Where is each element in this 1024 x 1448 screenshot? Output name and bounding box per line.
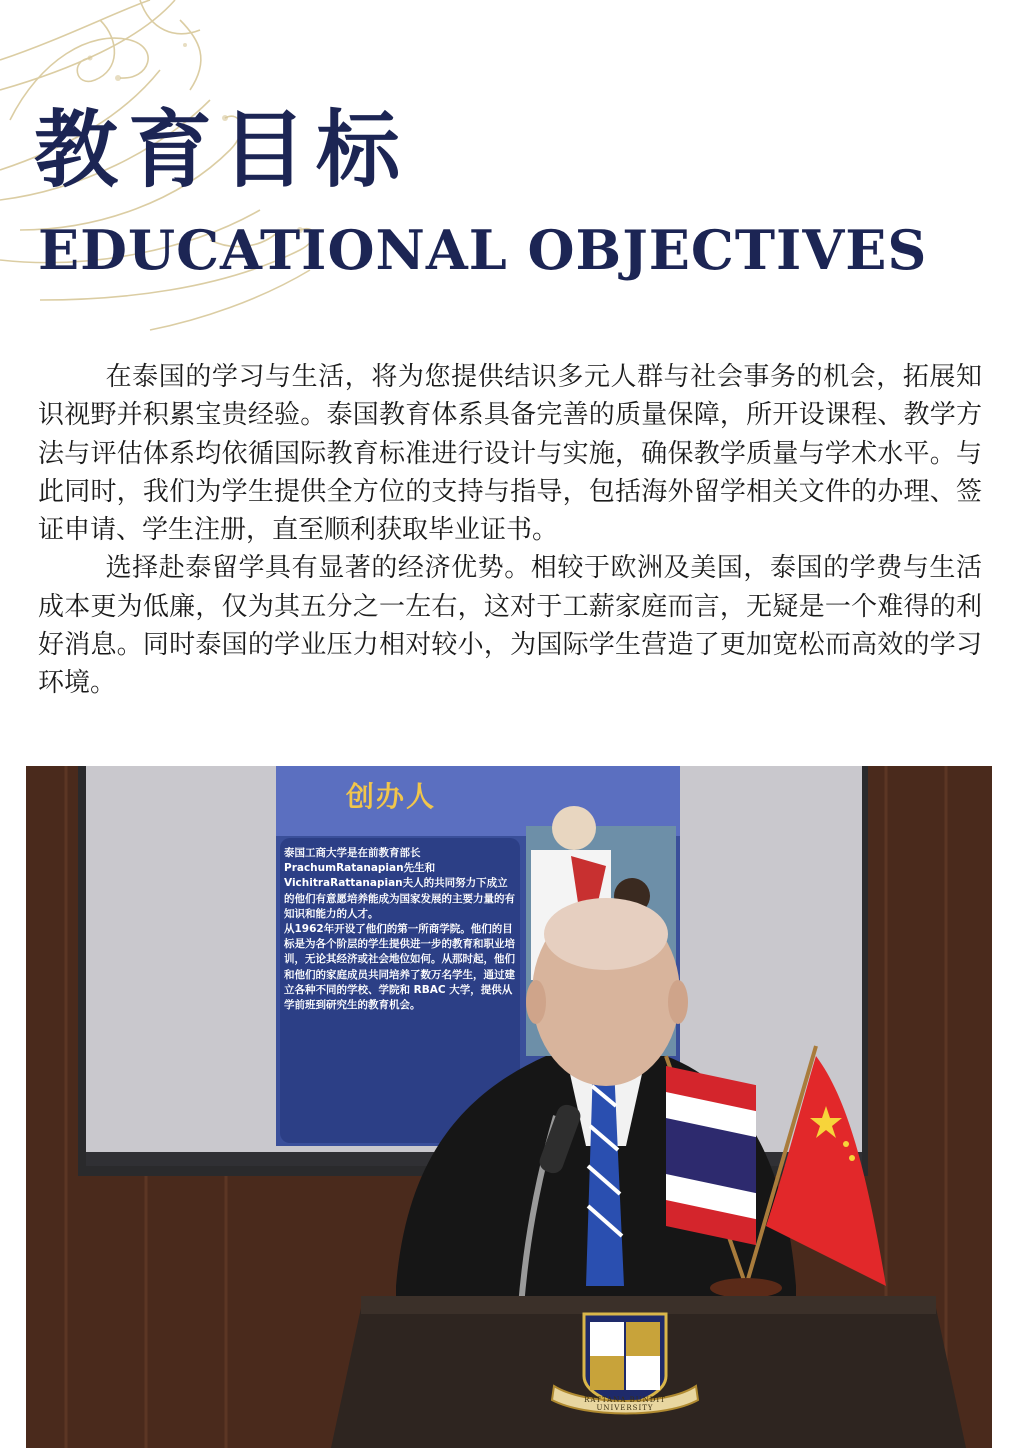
- speaker-photo: [26, 766, 992, 1448]
- body-paragraph-1: 在泰国的学习与生活，将为您提供结识多元人群与社会事务的机会，拓展知识视野并积累宝贵经验。泰国教育体系具备完善的质量保障，所开设课程、教学方法与评估体系均依循国际教育标准进行设计与实施，确保教学质量与学术水平。与此同时，我们为学生提供全方位的支持与指导，包括海外留学相关文件的办理、签证申请、学生注册，直至顺利获取毕业证书。: [38, 362, 982, 546]
- page-title-chinese: 教育目标: [34, 100, 411, 199]
- slide-text: [284, 846, 518, 1013]
- slide-title: 创办人: [346, 780, 437, 813]
- slide-paragraph-1: 泰国工商大学是在前教育部长PrachumRatanapian先生和VichitraRattanapian夫人的共同努力下成立的他们有意愿培养能成为国家发展的主要力量的有知识和能力的人才。: [284, 847, 515, 920]
- crest-caption: RATTANA BUNDIT UNIVERSITY: [584, 1396, 666, 1412]
- body-paragraph-2: 选择赴泰留学具有显著的经济优势。相较于欧洲及美国，泰国的学费与生活成本更为低廉，仅为其五分之一左右，这对于工薪家庭而言，无疑是一个难得的利好消息。同时泰国的学业压力相对较小，为国际学生营造了更加宽松而高效的学习环境。: [38, 553, 982, 699]
- page-title-english: EDUCATIONAL OBJECTIVES: [38, 218, 928, 282]
- slide-paragraph-2: 从1962年开设了他们的第一所商学院。他们的目标是为各个阶层的学生提供进一步的教育和职业培训，无论其经济或社会地位如何。从那时起，他们和他们的家庭成员共同培养了数万名学生，通过建立各种不同的学校、学院和 RBAC 大学，提供从学前班到研究生的教育机会。: [284, 923, 515, 1012]
- body-text: [38, 358, 982, 703]
